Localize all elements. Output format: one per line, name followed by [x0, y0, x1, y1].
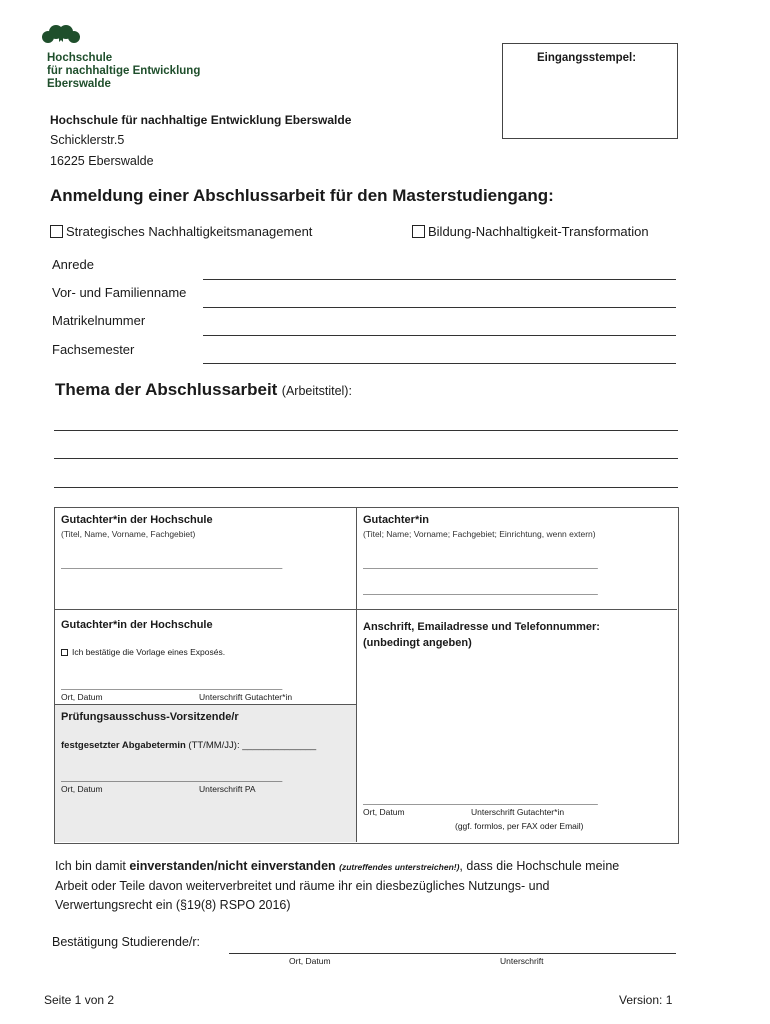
reviewer1-title: Gutachter*in der Hochschule — [61, 514, 213, 526]
expose-checkbox[interactable] — [61, 649, 68, 656]
reviewer2-date-label: Ort, Datum — [363, 807, 405, 817]
consent-text — [55, 857, 675, 915]
label-semester: Fachsemester — [52, 342, 135, 357]
table-vertical-divider — [356, 507, 357, 842]
expose-confirm[interactable] — [61, 647, 225, 657]
reviewer1-sign-line[interactable]: _________________________________________________ — [61, 680, 282, 690]
logo-line-3: Eberswalde — [47, 78, 111, 90]
input-semester[interactable] — [203, 363, 676, 364]
consent-after: , dass die Hochschule meine — [459, 859, 620, 873]
pa-deadline-format: (TT/MM/JJ): — [188, 740, 240, 751]
consent-before: Ich bin damit — [55, 859, 130, 873]
consent-line-3: Verwertungsrecht ein (§19(8) RSPO 2016) — [55, 898, 291, 912]
reviewer2-sign-label: Unterschrift Gutachter*in — [471, 807, 565, 817]
label-anrede: Anrede — [52, 257, 94, 272]
input-matrikel[interactable] — [203, 335, 676, 336]
option-bildung-label: Bildung-Nachhaltigkeit-Transformation — [428, 224, 649, 239]
reviewer1-subtitle: (Titel, Name, Vorname, Fachgebiet) — [61, 529, 196, 539]
contact-title-line2: (unbedingt angeben) — [363, 637, 472, 649]
logo-line-1: Hochschule — [47, 52, 113, 64]
checkbox-bildung[interactable] — [412, 225, 425, 238]
registration-title: Anmeldung einer Abschlussarbeit für den Masterstudiengang: — [50, 186, 554, 205]
reviewer2-title: Gutachter*in — [363, 514, 430, 526]
stamp-label: Eingangsstempel: — [537, 52, 637, 64]
thema-heading — [55, 380, 352, 400]
option-strategisches[interactable] — [50, 224, 312, 239]
reviewer2-input-1[interactable]: ____________________________________________________ — [363, 559, 598, 569]
input-anrede[interactable] — [203, 279, 676, 280]
table-row-divider — [54, 609, 677, 610]
pa-deadline — [61, 740, 316, 751]
consent-emphasis[interactable]: einverstanden/nicht einverstanden — [129, 859, 336, 873]
logo — [40, 24, 240, 90]
tree-logo-icon — [40, 24, 82, 50]
contact-title — [363, 619, 600, 651]
thema-line-2[interactable] — [54, 458, 678, 459]
consent-note: (zutreffendes unterstreichen!) — [339, 862, 460, 872]
pa-date-label: Ort, Datum — [61, 784, 103, 794]
thema-title: Thema der Abschlussarbeit — [55, 380, 278, 399]
reviewer2-subtitle: (Titel; Name; Vorname; Fachgebiet; Einrichtung, wenn extern) — [363, 529, 596, 539]
pa-deadline-input[interactable]: ______________ — [242, 740, 317, 751]
reviewer1-input[interactable]: _________________________________________________ — [61, 559, 282, 569]
stamp-box — [502, 43, 678, 139]
confirmation-label: Bestätigung Studierende/r: — [52, 935, 201, 949]
reviewer2-sign-line[interactable]: ____________________________________________________ — [363, 795, 598, 805]
contact-title-line1: Anschrift, Emailadresse und Telefonnummer: — [363, 621, 600, 633]
reviewer2-sign-note: (ggf. formlos, per FAX oder Email) — [455, 821, 584, 831]
pa-sign-label: Unterschrift PA — [199, 784, 256, 794]
input-name[interactable] — [203, 307, 676, 308]
pa-deadline-label: festgesetzter Abgabetermin — [61, 740, 186, 751]
address-street: Schicklerstr.5 — [50, 133, 125, 147]
consent-line-2: Arbeit oder Teile davon weiterverbreitet und räume ihr ein diesbezügliches Nutzungs- und — [55, 879, 550, 893]
checkbox-strategisches[interactable] — [50, 225, 63, 238]
label-name: Vor- und Familienname — [52, 285, 187, 300]
pa-sign-line[interactable]: _________________________________________________ — [61, 772, 282, 782]
version: Version: 1 — [619, 993, 673, 1007]
address-city: 16225 Eberswalde — [50, 154, 154, 168]
confirmation-sign-line[interactable] — [229, 953, 676, 954]
reviewer1-confirm-title: Gutachter*in der Hochschule — [61, 619, 213, 631]
label-matrikel: Matrikelnummer — [52, 313, 146, 328]
confirmation-sign-label: Unterschrift — [500, 956, 544, 966]
reviewer1-sign-label: Unterschrift Gutachter*in — [199, 692, 293, 702]
reviewer1-date-label: Ort, Datum — [61, 692, 103, 702]
thema-subtitle: (Arbeitstitel): — [281, 384, 352, 398]
thema-line-3[interactable] — [54, 487, 678, 488]
reviewer2-input-2[interactable]: ____________________________________________________ — [363, 585, 598, 595]
address-name: Hochschule für nachhaltige Entwicklung Eberswalde — [50, 113, 352, 127]
logo-line-2: für nachhaltige Entwicklung — [47, 65, 201, 77]
page-number: Seite 1 von 2 — [44, 993, 115, 1007]
thema-line-1[interactable] — [54, 430, 678, 431]
pa-title: Prüfungsausschuss-Vorsitzende/r — [61, 711, 239, 723]
option-bildung[interactable] — [412, 224, 649, 239]
consent-line-1 — [55, 857, 675, 877]
confirmation-date-label: Ort, Datum — [289, 956, 331, 966]
expose-confirm-label: Ich bestätige die Vorlage eines Exposés. — [72, 647, 226, 657]
option-strategisches-label: Strategisches Nachhaltigkeitsmanagement — [66, 224, 313, 239]
